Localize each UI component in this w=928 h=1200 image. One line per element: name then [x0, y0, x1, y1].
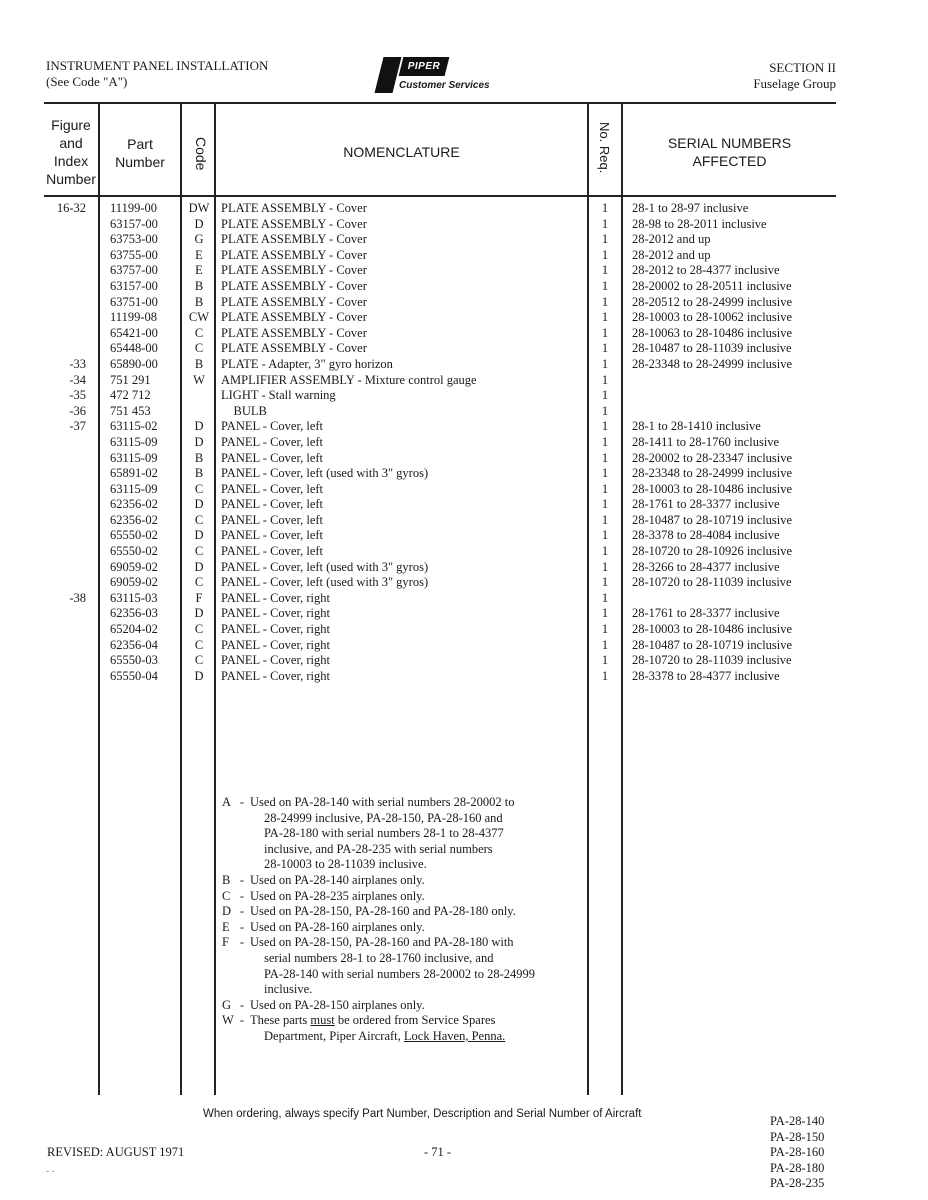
table-header-rule: [44, 195, 836, 197]
section-number: SECTION II: [769, 60, 836, 75]
logo-badge: [399, 57, 450, 76]
note-d: D - Used on PA-28-150, PA-28-160 and PA-28-180 only.: [222, 904, 516, 919]
code-cell: D: [194, 216, 204, 231]
code-cell: D: [194, 668, 204, 683]
nomenclature-cell: PLATE ASSEMBLY - Cover: [221, 216, 367, 231]
part-column-header: Part Number: [115, 136, 165, 170]
table-row: [0, 232, 928, 248]
emphasis-must: must: [310, 1013, 335, 1028]
code-cell: B: [194, 450, 204, 465]
figure-index-cell: -34: [69, 372, 86, 387]
nomenclature-cell: PANEL - Cover, right: [221, 622, 330, 637]
serial-cell: 28-10003 to 28-10486 inclusive: [632, 481, 793, 496]
figure-index-cell: -36: [69, 403, 86, 418]
serial-cell: 28-1761 to 28-3377 inclusive: [632, 497, 780, 512]
part-number-cell: 63115-03: [110, 590, 158, 605]
note-b: B - Used on PA-28-140 airplanes only.: [222, 872, 425, 887]
quantity-cell: 1: [601, 263, 609, 278]
part-number-cell: 69059-02: [110, 559, 158, 574]
part-number-cell: 63157-00: [110, 216, 158, 231]
serial-cell: 28-10720 to 28-11039 inclusive: [632, 653, 792, 668]
quantity-cell: 1: [601, 668, 609, 683]
figure-index-cell: -35: [69, 388, 86, 403]
nomenclature-cell: PANEL - Cover, left: [221, 481, 324, 496]
part-number-cell: 751 453: [110, 403, 151, 418]
section-title: INSTRUMENT PANEL INSTALLATION: [46, 58, 269, 73]
serial-cell: 28-1411 to 28-1760 inclusive: [632, 434, 780, 449]
part-number-cell: 751 291: [110, 372, 151, 387]
part-number-cell: 62356-04: [110, 637, 158, 652]
serial-cell: 28-10487 to 28-11039 inclusive: [632, 341, 792, 356]
quantity-cell: 1: [601, 201, 609, 215]
table-row: [0, 201, 928, 217]
quantity-cell: 1: [601, 434, 609, 449]
part-number-cell: 11199-08: [110, 310, 157, 325]
serial-cell: 28-3378 to 28-4084 inclusive: [632, 528, 780, 543]
nomenclature-cell: PLATE ASSEMBLY - Cover: [221, 201, 367, 215]
quantity-cell: 1: [601, 232, 609, 247]
quantity-cell: 1: [601, 325, 609, 340]
quantity-cell: 1: [601, 575, 609, 590]
parts-table-body: [0, 201, 928, 684]
table-row: [0, 419, 928, 435]
serial-cell: 28-10720 to 28-10926 inclusive: [632, 544, 793, 559]
table-row: [0, 528, 928, 544]
nomenclature-cell: PANEL - Cover, left: [221, 450, 324, 465]
figure-index-cell: -33: [69, 356, 86, 371]
quantity-cell: 1: [601, 653, 609, 668]
qty-column-header: No. Req.: [597, 122, 612, 174]
part-number-cell: 11199-00: [110, 201, 157, 215]
code-cell: E: [195, 263, 203, 278]
part-number-cell: 65890-00: [110, 356, 158, 371]
figure-column-header: Figure and Index Number: [46, 117, 96, 187]
table-row: [0, 560, 928, 576]
figure-index-cell: -37: [69, 419, 86, 434]
code-cell: C: [194, 575, 204, 590]
part-number-cell: 65550-03: [110, 653, 158, 668]
location-lock-haven: Lock Haven, Penna.: [403, 1028, 506, 1043]
quantity-cell: 1: [601, 528, 609, 543]
quantity-cell: 1: [601, 622, 609, 637]
code-cell: D: [194, 434, 204, 449]
nomenclature-cell: PANEL - Cover, left: [221, 419, 324, 434]
code-cell: D: [194, 528, 204, 543]
nomenclature-cell: PANEL - Cover, left (used with 3" gyros): [221, 466, 429, 481]
part-number-cell: 63157-00: [110, 278, 158, 293]
code-cell: B: [194, 466, 204, 481]
nomenclature-cell: PANEL - Cover, right: [221, 637, 330, 652]
part-number-cell: 65421-00: [110, 325, 158, 340]
section-group: Fuselage Group: [753, 76, 836, 91]
table-row: [0, 622, 928, 638]
figure-index-cell: 16-32: [56, 201, 86, 215]
table-row: [0, 326, 928, 342]
part-number-cell: 65448-00: [110, 341, 158, 356]
model-list: PA-28-140 PA-28-150 PA-28-160 PA-28-180 PA-28-235: [770, 1114, 825, 1191]
part-number-cell: 63115-09: [110, 481, 158, 496]
serial-cell: 28-10063 to 28-10486 inclusive: [632, 325, 793, 340]
quantity-cell: 1: [601, 559, 609, 574]
quantity-cell: 1: [601, 294, 609, 309]
code-cell: C: [194, 325, 204, 340]
nomenclature-cell: PLATE - Adapter, 3" gyro horizon: [221, 356, 393, 371]
code-cell: C: [194, 341, 204, 356]
serial-cell: 28-3266 to 28-4377 inclusive: [632, 559, 780, 574]
table-row: [0, 544, 928, 560]
header-right: [753, 60, 836, 92]
code-cell: E: [195, 247, 203, 262]
nomenclature-column-header: NOMENCLATURE: [343, 144, 460, 160]
quantity-cell: 1: [601, 341, 609, 356]
figure-index-cell: -38: [69, 590, 86, 605]
part-number-cell: 63753-00: [110, 232, 158, 247]
serial-cell: 28-20002 to 28-23347 inclusive: [632, 450, 793, 465]
serial-cell: 28-10003 to 28-10062 inclusive: [632, 310, 793, 325]
table-row: [0, 482, 928, 498]
quantity-cell: 1: [601, 419, 609, 434]
note-e: E - Used on PA-28-160 airplanes only.: [222, 919, 425, 934]
code-cell: B: [194, 278, 204, 293]
serial-cell: 28-10720 to 28-11039 inclusive: [632, 575, 792, 590]
serial-cell: 28-98 to 28-2011 inclusive: [632, 216, 767, 231]
quantity-cell: 1: [601, 403, 609, 418]
table-top-rule: [44, 102, 836, 104]
nomenclature-cell: BULB: [221, 403, 267, 418]
section-subtitle: (See Code "A"): [46, 74, 128, 89]
quantity-cell: 1: [601, 278, 609, 293]
quantity-cell: 1: [601, 512, 609, 527]
nomenclature-cell: PLATE ASSEMBLY - Cover: [221, 341, 367, 356]
code-cell: CW: [188, 310, 210, 325]
quantity-cell: 1: [601, 466, 609, 481]
part-number-cell: 65550-04: [110, 668, 158, 683]
part-number-cell: 65550-02: [110, 528, 158, 543]
table-row: [0, 606, 928, 622]
serial-cell: 28-23348 to 28-24999 inclusive: [632, 356, 793, 371]
nomenclature-cell: PANEL - Cover, left: [221, 434, 324, 449]
note-g: G - Used on PA-28-150 airplanes only.: [222, 997, 425, 1012]
code-cell: D: [194, 497, 204, 512]
code-cell: C: [194, 481, 204, 496]
ordering-instruction: When ordering, always specify Part Number, Description and Serial Number of Aircraft: [203, 1108, 642, 1120]
nomenclature-cell: PANEL - Cover, right: [221, 590, 330, 605]
part-number-cell: 62356-02: [110, 512, 158, 527]
revision-date: REVISED: AUGUST 1971: [47, 1145, 185, 1159]
part-number-cell: 69059-02: [110, 575, 158, 590]
quantity-cell: 1: [601, 481, 609, 496]
logo-bar: [375, 57, 402, 93]
table-row: [0, 357, 928, 373]
part-number-cell: 62356-03: [110, 606, 158, 621]
table-row: [0, 575, 928, 591]
code-cell: D: [194, 559, 204, 574]
code-notes: [222, 795, 590, 1045]
piper-logo: [375, 55, 500, 95]
code-column-header: Code: [193, 137, 209, 171]
code-cell: B: [194, 294, 204, 309]
part-number-cell: 63751-00: [110, 294, 158, 309]
serial-cell: 28-10487 to 28-10719 inclusive: [632, 512, 793, 527]
nomenclature-cell: AMPLIFIER ASSEMBLY - Mixture control gauge: [221, 372, 477, 387]
table-row: [0, 373, 928, 389]
serial-cell: 28-1 to 28-1410 inclusive: [632, 419, 761, 434]
nomenclature-cell: PLATE ASSEMBLY - Cover: [221, 294, 367, 309]
table-row: [0, 451, 928, 467]
code-cell: B: [194, 356, 204, 371]
code-cell: D: [194, 419, 204, 434]
table-row: [0, 591, 928, 607]
quantity-cell: 1: [601, 590, 609, 605]
note-w: W - These parts must be ordered from Service Spares Department, Piper Aircraft, Lock Haven, Penna.: [222, 1013, 506, 1043]
code-cell: DW: [188, 201, 210, 215]
nomenclature-cell: PLATE ASSEMBLY - Cover: [221, 310, 367, 325]
serial-column-header: SERIAL NUMBERS AFFECTED: [667, 135, 792, 169]
table-row: [0, 497, 928, 513]
nomenclature-cell: PLATE ASSEMBLY - Cover: [221, 263, 367, 278]
nomenclature-cell: PANEL - Cover, left: [221, 544, 324, 559]
code-cell: G: [194, 232, 204, 247]
nomenclature-cell: PLATE ASSEMBLY - Cover: [221, 247, 367, 262]
code-cell: C: [194, 653, 204, 668]
table-row: [0, 669, 928, 685]
table-row: [0, 653, 928, 669]
nomenclature-cell: LIGHT - Stall warning: [221, 388, 336, 403]
quantity-cell: 1: [601, 388, 609, 403]
nomenclature-cell: PANEL - Cover, left: [221, 497, 324, 512]
serial-cell: 28-2012 and up: [632, 232, 711, 247]
part-number-cell: 63115-02: [110, 419, 158, 434]
nomenclature-cell: PANEL - Cover, right: [221, 653, 330, 668]
quantity-cell: 1: [601, 637, 609, 652]
table-row: [0, 435, 928, 451]
note-f: F - Used on PA-28-150, PA-28-160 and PA-28-180 with serial numbers 28-1 to 28-1760 inclusive, and PA-28-140 with serial numbers 28-20002 to 28-24999 inclusive.: [222, 935, 536, 997]
nomenclature-cell: PANEL - Cover, left: [221, 528, 324, 543]
serial-cell: 28-2012 to 28-4377 inclusive: [632, 263, 780, 278]
table-row: [0, 466, 928, 482]
table-row: [0, 263, 928, 279]
logo-badge-text: PIPER: [407, 61, 441, 72]
table-row: [0, 279, 928, 295]
serial-cell: 28-20002 to 28-20511 inclusive: [632, 278, 792, 293]
part-number-cell: 472 712: [110, 388, 151, 403]
code-cell: C: [194, 622, 204, 637]
nomenclature-cell: PANEL - Cover, left: [221, 512, 324, 527]
part-number-cell: 65550-02: [110, 544, 158, 559]
part-number-cell: 65204-02: [110, 622, 158, 637]
quantity-cell: 1: [601, 247, 609, 262]
table-row: [0, 310, 928, 326]
quantity-cell: 1: [601, 450, 609, 465]
code-cell: C: [194, 512, 204, 527]
part-number-cell: 63115-09: [110, 434, 158, 449]
part-number-cell: 63115-09: [110, 450, 158, 465]
code-cell: C: [194, 637, 204, 652]
serial-cell: 28-20512 to 28-24999 inclusive: [632, 294, 793, 309]
code-cell: W: [193, 372, 205, 387]
table-row: [0, 513, 928, 529]
quantity-cell: 1: [601, 544, 609, 559]
scan-mark: - -: [46, 1166, 55, 1176]
quantity-cell: 1: [601, 497, 609, 512]
table-row: [0, 638, 928, 654]
table-row: [0, 217, 928, 233]
nomenclature-cell: PLATE ASSEMBLY - Cover: [221, 232, 367, 247]
quantity-cell: 1: [601, 356, 609, 371]
table-row: [0, 341, 928, 357]
serial-cell: 28-1761 to 28-3377 inclusive: [632, 606, 780, 621]
nomenclature-cell: PANEL - Cover, right: [221, 606, 330, 621]
nomenclature-cell: PLATE ASSEMBLY - Cover: [221, 325, 367, 340]
page-number: - 71 -: [424, 1145, 452, 1159]
nomenclature-cell: PLATE ASSEMBLY - Cover: [221, 278, 367, 293]
quantity-cell: 1: [601, 372, 609, 387]
quantity-cell: 1: [601, 310, 609, 325]
note-a: A - Used on PA-28-140 with serial numbers 28-20002 to 28-24999 inclusive, PA-28-150, PA-28-160 and PA-28-180 with serial numbers 28-1 to 28-4377 inclusive, and PA-28-235 with serial numbers 28-10003 to 28-11039 inclusive.: [222, 795, 515, 872]
nomenclature-cell: PANEL - Cover, right: [221, 668, 330, 683]
code-cell: C: [194, 544, 204, 559]
nomenclature-cell: PANEL - Cover, left (used with 3" gyros): [221, 559, 429, 574]
part-number-cell: 63757-00: [110, 263, 158, 278]
table-row: [0, 295, 928, 311]
serial-cell: 28-10003 to 28-10486 inclusive: [632, 622, 793, 637]
serial-cell: 28-2012 and up: [632, 247, 711, 262]
table-row: [0, 404, 928, 420]
serial-cell: 28-10487 to 28-10719 inclusive: [632, 637, 793, 652]
code-cell: F: [195, 590, 203, 605]
part-number-cell: 62356-02: [110, 497, 158, 512]
code-cell: D: [194, 606, 204, 621]
note-c: C - Used on PA-28-235 airplanes only.: [222, 888, 425, 903]
header-left: [46, 58, 268, 90]
logo-subtitle: Customer Services: [399, 80, 490, 91]
serial-cell: 28-23348 to 28-24999 inclusive: [632, 466, 793, 481]
quantity-cell: 1: [601, 606, 609, 621]
table-row: [0, 388, 928, 404]
part-number-cell: 63755-00: [110, 247, 158, 262]
serial-cell: 28-3378 to 28-4377 inclusive: [632, 668, 780, 683]
table-row: [0, 248, 928, 264]
part-number-cell: 65891-02: [110, 466, 158, 481]
serial-cell: 28-1 to 28-97 inclusive: [632, 201, 749, 215]
nomenclature-cell: PANEL - Cover, left (used with 3" gyros): [221, 575, 429, 590]
quantity-cell: 1: [601, 216, 609, 231]
